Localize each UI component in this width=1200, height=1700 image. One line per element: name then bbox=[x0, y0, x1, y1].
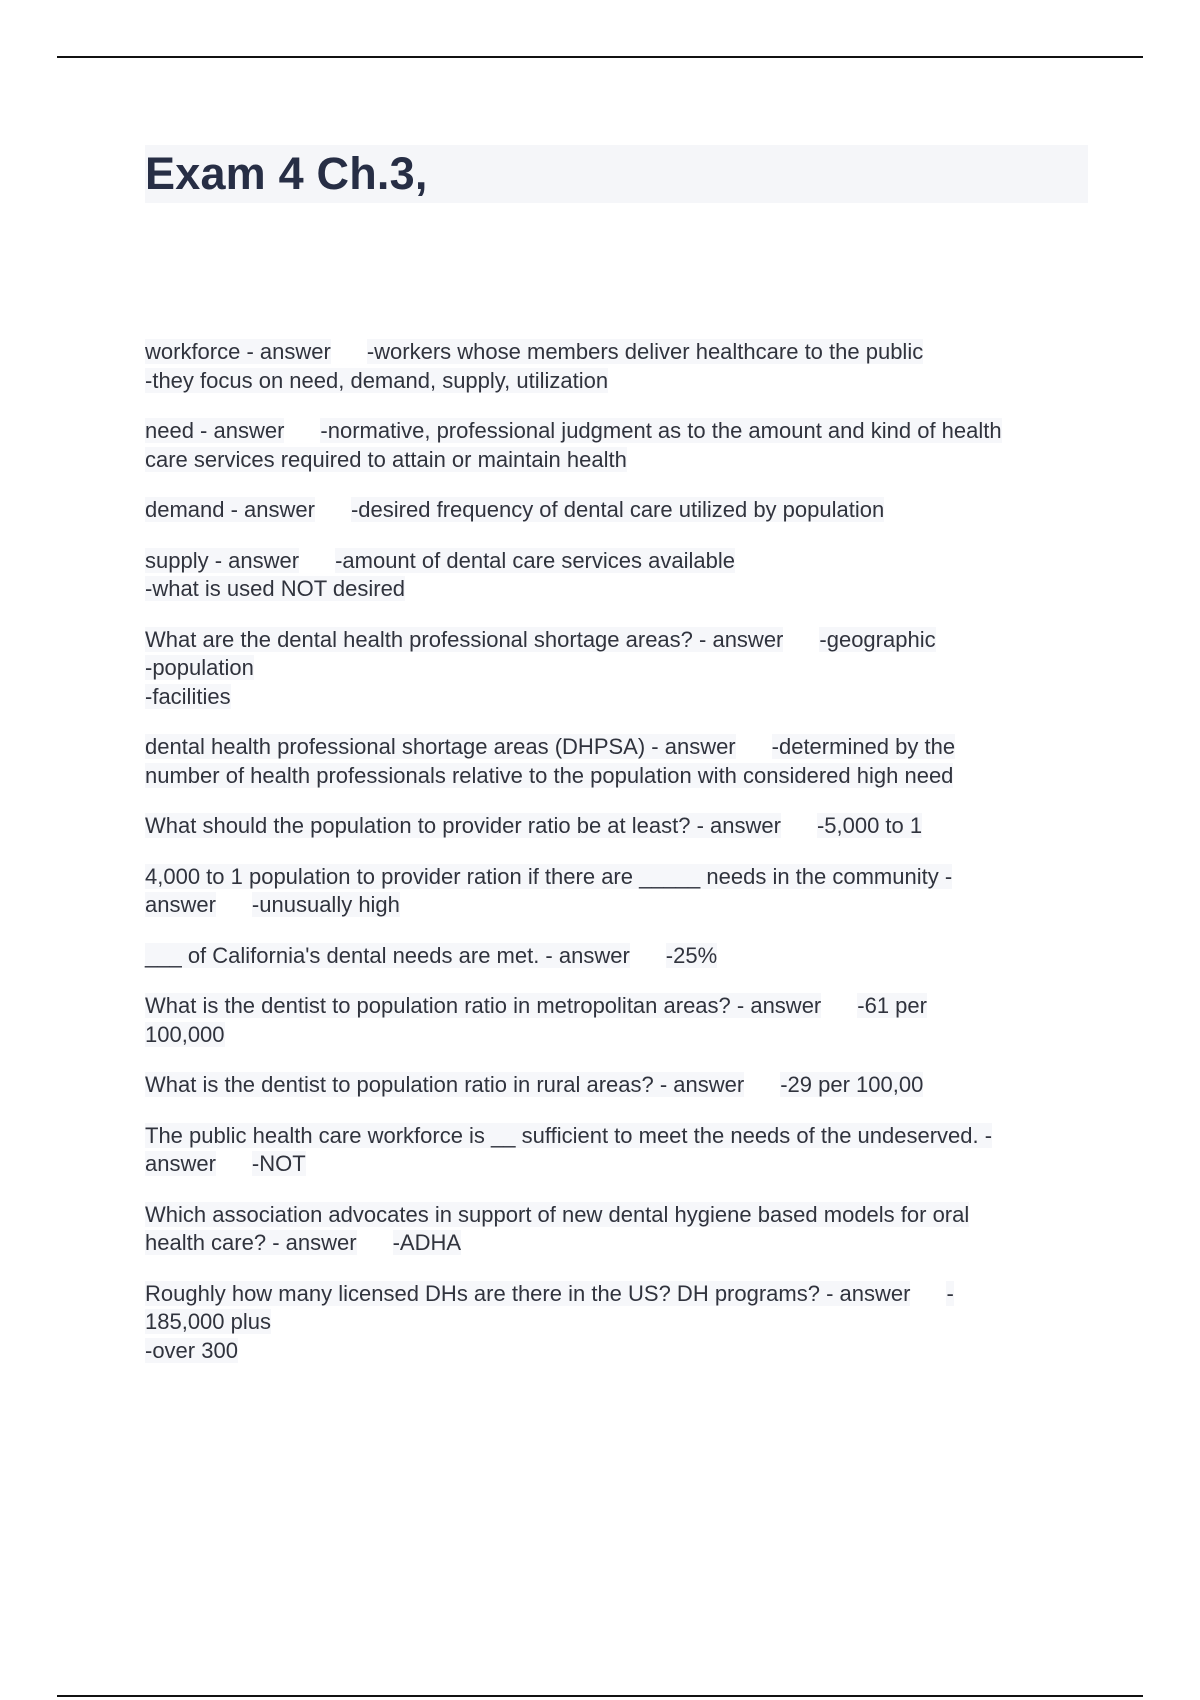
flashcard bbox=[145, 496, 1090, 525]
flashcard-text: demand - answer bbox=[145, 497, 315, 522]
flashcard-text: 100,000 bbox=[145, 1021, 225, 1047]
flashcard bbox=[145, 863, 1090, 920]
flashcard-line bbox=[145, 654, 1090, 683]
flashcard-line bbox=[145, 1280, 1090, 1309]
flashcard-answer-text: -amount of dental care services available bbox=[335, 547, 735, 573]
flashcard-line bbox=[145, 992, 1090, 1021]
flashcard-text: answer bbox=[145, 1151, 216, 1176]
flashcard bbox=[145, 626, 1090, 712]
flashcard-text: -they focus on need, demand, supply, utilization bbox=[145, 367, 609, 393]
flashcard-line bbox=[145, 1150, 1090, 1179]
flashcard-text: ___ of California's dental needs are met. - answer bbox=[145, 942, 630, 968]
flashcard-list bbox=[145, 338, 1090, 1387]
flashcard-line bbox=[145, 1308, 1090, 1337]
flashcard-answer-text: -25% bbox=[665, 942, 718, 968]
flashcard-text: health care? - answer bbox=[145, 1230, 357, 1255]
flashcard-line bbox=[145, 338, 1090, 367]
flashcard bbox=[145, 812, 1090, 841]
flashcard-line bbox=[145, 863, 1090, 892]
flashcard-answer-text: -NOT bbox=[251, 1151, 306, 1176]
flashcard-answer-text: -geographic bbox=[819, 626, 936, 652]
flashcard-text: need - answer bbox=[145, 418, 285, 443]
flashcard-answer-text: -ADHA bbox=[392, 1230, 462, 1255]
flashcard bbox=[145, 1122, 1090, 1179]
flashcard-line bbox=[145, 446, 1090, 475]
flashcard bbox=[145, 417, 1090, 474]
flashcard-answer-text: -normative, professional judgment as to the amount and kind of health bbox=[320, 418, 1002, 443]
flashcard-line bbox=[145, 891, 1090, 920]
flashcard-answer-text: -29 per 100,00 bbox=[780, 1072, 924, 1097]
flashcard bbox=[145, 942, 1090, 971]
flashcard-answer-text: -5,000 to 1 bbox=[816, 813, 923, 838]
flashcard-line bbox=[145, 1337, 1090, 1366]
flashcard-line bbox=[145, 942, 1090, 971]
flashcard-line bbox=[145, 812, 1090, 841]
flashcard-line bbox=[145, 1229, 1090, 1258]
page-title: Exam 4 Ch.3, bbox=[145, 148, 428, 199]
flashcard-text: workforce - answer bbox=[145, 339, 331, 364]
flashcard-answer-text: -61 per bbox=[857, 993, 927, 1018]
flashcard bbox=[145, 1071, 1090, 1100]
flashcard-text: number of health professionals relative to the population with considered high need bbox=[145, 762, 954, 788]
flashcard-text: care services required to attain or maintain health bbox=[145, 446, 627, 472]
flashcard-line bbox=[145, 547, 1090, 576]
flashcard-answer-text: -unusually high bbox=[251, 892, 400, 917]
flashcard-text: -over 300 bbox=[145, 1337, 238, 1363]
flashcard bbox=[145, 992, 1090, 1049]
flashcard-text: 185,000 plus bbox=[145, 1309, 271, 1334]
flashcard-line bbox=[145, 1201, 1090, 1230]
flashcard-line bbox=[145, 367, 1090, 396]
flashcard-text: Which association advocates in support of new dental hygiene based models for oral bbox=[145, 1201, 970, 1227]
flashcard-answer-text: -desired frequency of dental care utilized by population bbox=[350, 497, 885, 522]
flashcard-line bbox=[145, 733, 1090, 762]
flashcard bbox=[145, 1280, 1090, 1366]
flashcard-text: -facilities bbox=[145, 683, 231, 709]
flashcard-answer-text: -workers whose members deliver healthcare to the public bbox=[366, 339, 924, 364]
flashcard-text: 4,000 to 1 population to provider ration if there are _____ needs in the community - bbox=[145, 863, 953, 889]
flashcard-line bbox=[145, 762, 1090, 791]
flashcard bbox=[145, 338, 1090, 395]
footer-rule bbox=[57, 1695, 1143, 1697]
flashcard-line bbox=[145, 417, 1090, 446]
flashcard-text: Roughly how many licensed DHs are there in the US? DH programs? - answer bbox=[145, 1280, 911, 1306]
flashcard-line bbox=[145, 1122, 1090, 1151]
flashcard bbox=[145, 733, 1090, 790]
flashcard-text: -population bbox=[145, 655, 254, 680]
flashcard-line bbox=[145, 1071, 1090, 1100]
flashcard-answer-text: - bbox=[946, 1280, 954, 1306]
flashcard-text: What are the dental health professional shortage areas? - answer bbox=[145, 626, 784, 652]
flashcard-text: supply - answer bbox=[145, 547, 300, 573]
flashcard bbox=[145, 1201, 1090, 1258]
flashcard-answer-text: -determined by the bbox=[771, 734, 956, 759]
flashcard-text: dental health professional shortage areas (DHPSA) - answer bbox=[145, 734, 736, 759]
flashcard-line bbox=[145, 1021, 1090, 1050]
header-rule bbox=[57, 56, 1143, 58]
flashcard-text: The public health care workforce is __ sufficient to meet the needs of the undeserved. - bbox=[145, 1122, 993, 1148]
flashcard-text: What is the dentist to population ratio in metropolitan areas? - answer bbox=[145, 993, 822, 1018]
flashcard-line bbox=[145, 683, 1090, 712]
flashcard-line bbox=[145, 496, 1090, 525]
flashcard-line bbox=[145, 575, 1090, 604]
flashcard-text: -what is used NOT desired bbox=[145, 576, 406, 601]
flashcard-text: What is the dentist to population ratio in rural areas? - answer bbox=[145, 1072, 745, 1097]
flashcard-text: What should the population to provider ratio be at least? - answer bbox=[145, 813, 781, 838]
flashcard-line bbox=[145, 626, 1090, 655]
flashcard bbox=[145, 547, 1090, 604]
flashcard-text: answer bbox=[145, 892, 216, 917]
